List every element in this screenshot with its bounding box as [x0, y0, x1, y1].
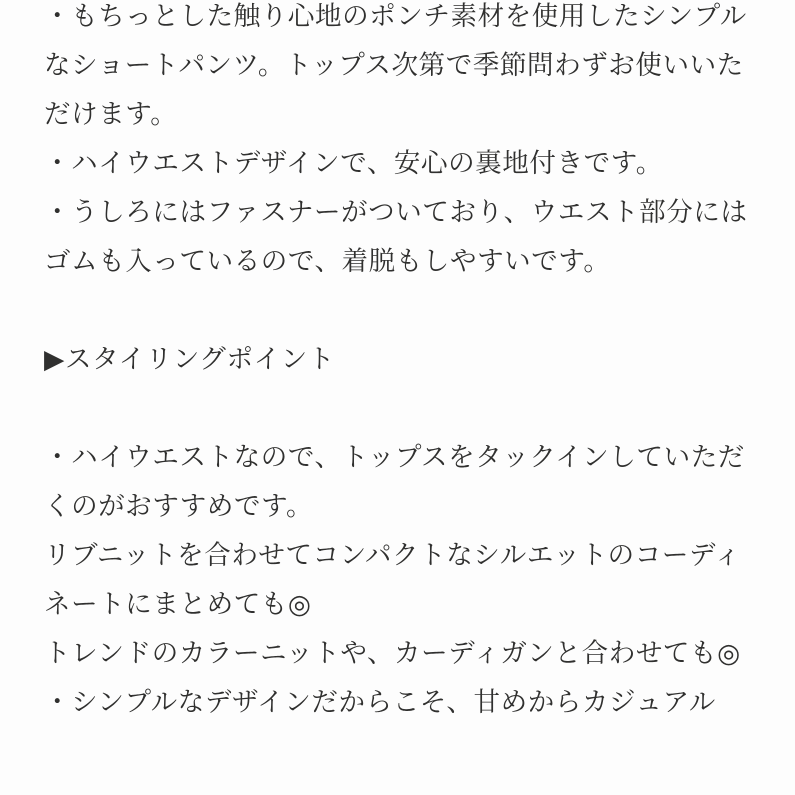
- product-description-paragraph-3: ・うしろにはファスナーがついており、ウエスト部分にはゴムも入っているので、着脱もしやすいです。: [44, 197, 748, 277]
- section-spacer-bottom: [44, 384, 751, 433]
- styling-point-heading: ▶スタイリングポイント: [44, 344, 335, 375]
- styling-point-paragraph-2: リブニットを合わせてコンパクトなシルエットのコーディネートにまとめても◎: [44, 540, 742, 620]
- product-description-paragraph-1: ・もちっとした触り心地のポンチ素材を使用したシンプルなショートパンツ。トップス次第で季節問わずお使いいただけます。: [44, 1, 747, 130]
- styling-point-paragraph-3: トレンドのカラーニットや、カーディガンと合わせても◎: [44, 638, 741, 669]
- styling-point-paragraph-4: ・シンプルなデザインだからこそ、甘めからカジュアル: [44, 687, 716, 718]
- product-description-paragraph-2: ・ハイウエストデザインで、安心の裏地付きです。: [44, 148, 663, 179]
- section-spacer-top: [44, 286, 751, 335]
- document-body: [44, 0, 751, 727]
- styling-point-paragraph-1: ・ハイウエストなので、トップスをタックインしていただくのがおすすめです。: [44, 442, 745, 522]
